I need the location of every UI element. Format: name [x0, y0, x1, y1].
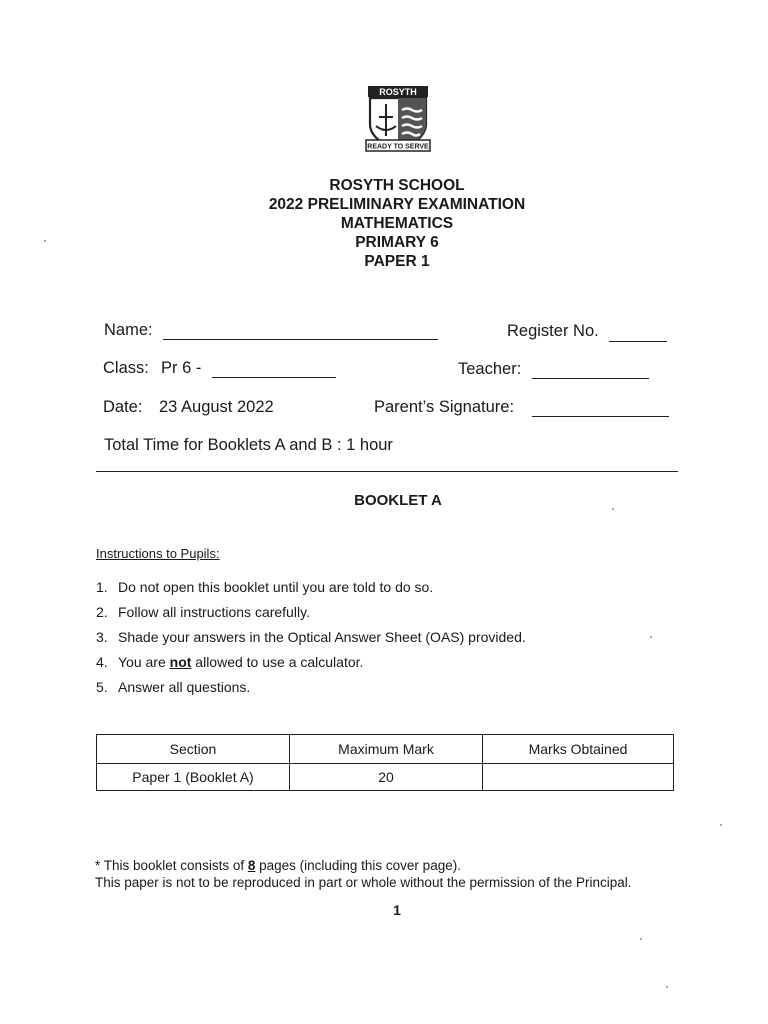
crest-graphic	[362, 84, 434, 156]
date-label: Date:	[103, 398, 143, 416]
exam-title-block	[0, 176, 768, 271]
footer-copyright: This paper is not to be reproduced in part or whole without the permission of the Principal.	[95, 875, 632, 890]
instruction-item: 5. Answer all questions.	[96, 679, 251, 695]
scan-speck	[720, 824, 722, 826]
total-time: Total Time for Booklets A and B : 1 hour	[104, 436, 393, 454]
footer-notes	[95, 857, 632, 891]
footer-page-count: * This booklet consists of 8 pages (including this cover page).	[95, 858, 461, 873]
header-maximum-mark: Maximum Mark	[290, 735, 483, 764]
teacher-label: Teacher:	[458, 360, 522, 378]
subject-name: MATHEMATICS	[340, 215, 454, 232]
class-field[interactable]	[212, 377, 336, 378]
header-marks-obtained: Marks Obtained	[483, 735, 674, 764]
paper-name: PAPER 1	[364, 253, 430, 270]
crest-banner-text: ROSYTH	[379, 87, 417, 97]
booklet-title: BOOKLET A	[354, 492, 442, 509]
instruction-item: 1. Do not open this booklet until you are told to do so.	[96, 579, 434, 595]
register-field[interactable]	[609, 341, 667, 342]
cell-maximum-mark: 20	[290, 764, 483, 791]
crest-motto-text: READY TO SERVE	[367, 143, 429, 151]
name-label: Name:	[104, 321, 153, 339]
school-crest-icon	[362, 84, 434, 156]
school-name: ROSYTH SCHOOL	[329, 177, 465, 194]
teacher-field[interactable]	[532, 378, 649, 379]
table-row	[97, 764, 674, 791]
scan-speck	[640, 938, 642, 940]
exam-name: 2022 PRELIMINARY EXAMINATION	[268, 196, 526, 213]
header-section: Section	[97, 735, 290, 764]
instruction-item: 2. Follow all instructions carefully.	[96, 604, 310, 620]
scan-speck	[666, 986, 668, 988]
date-value: 23 August 2022	[159, 398, 274, 416]
instructions-list	[96, 578, 526, 703]
level-name: PRIMARY 6	[355, 234, 439, 251]
instructions-heading: Instructions to Pupils:	[96, 546, 220, 561]
scan-speck	[612, 508, 614, 510]
cell-marks-obtained[interactable]	[483, 764, 674, 791]
instruction-item: 4. You are not allowed to use a calculator.	[96, 654, 364, 670]
name-field[interactable]	[163, 339, 438, 340]
cell-section: Paper 1 (Booklet A)	[97, 764, 290, 791]
marks-table	[96, 734, 674, 791]
class-value: Pr 6 -	[161, 359, 202, 377]
class-label: Class:	[103, 359, 149, 377]
table-header-row	[97, 735, 674, 764]
scan-speck	[44, 240, 46, 242]
page-count: 8	[247, 858, 256, 873]
page-number: 1	[393, 902, 401, 918]
emphasis-not: not	[169, 654, 192, 670]
scan-speck	[650, 636, 652, 638]
divider-line	[96, 471, 678, 472]
parent-signature-label: Parent’s Signature:	[374, 398, 515, 416]
instruction-item: 3. Shade your answers in the Optical Answer Sheet (OAS) provided.	[96, 629, 526, 645]
register-label: Register No.	[507, 322, 599, 340]
parent-signature-field[interactable]	[532, 416, 669, 417]
